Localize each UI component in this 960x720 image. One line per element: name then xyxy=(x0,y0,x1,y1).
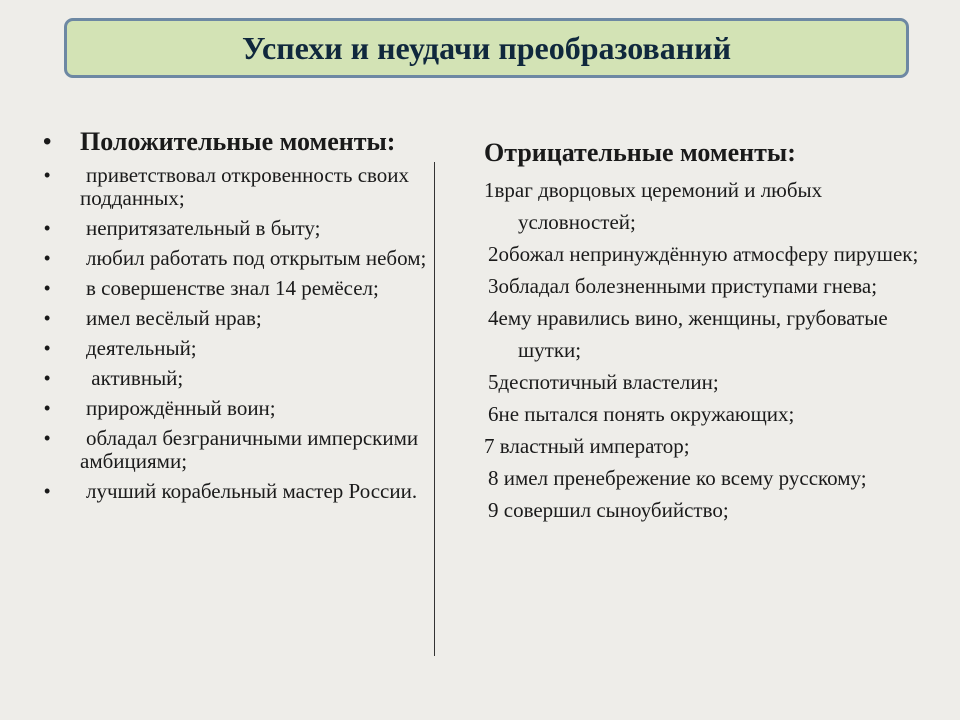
positive-column xyxy=(40,128,435,510)
bullet-icon: • xyxy=(44,368,51,388)
list-item: 2обожал непринуждённую атмосферу пирушек; xyxy=(488,242,919,266)
positive-heading-item xyxy=(40,128,435,156)
positive-item-text: имел весёлый нрав; xyxy=(86,306,262,330)
positive-item-text: обладал безграничными имперскими амбициями; xyxy=(80,426,419,473)
bullet-icon: • xyxy=(44,481,51,501)
list-item: 4ему нравились вино, женщины, грубоватые шутки; xyxy=(488,306,888,362)
positive-item-text: деятельный; xyxy=(86,336,197,360)
bullet-icon: • xyxy=(44,398,51,418)
list-item: 1враг дворцовых церемоний и любых условностей; xyxy=(484,178,823,234)
list-item: 6не пытался понять окружающих; xyxy=(488,402,795,426)
list-item: 7 властный император; xyxy=(484,434,690,458)
title-banner xyxy=(64,18,909,78)
bullet-icon: • xyxy=(43,128,52,155)
bullet-icon: • xyxy=(44,428,51,448)
negative-list xyxy=(484,174,924,526)
positive-item-text: лучший корабельный мастер России. xyxy=(86,479,418,503)
positive-heading: Положительные моменты: xyxy=(80,127,396,156)
page-title: Успехи и неудачи преобразований xyxy=(241,29,732,66)
positive-item-text: приветствовал откровенность своих подданных; xyxy=(80,163,410,210)
positive-item-text: любил работать под открытым небом; xyxy=(86,246,427,270)
positive-item-text: в совершенстве знал 14 ремёсел; xyxy=(86,276,379,300)
column-divider xyxy=(434,162,435,656)
positive-item-text: прирождённый воин; xyxy=(86,396,276,420)
list-item xyxy=(40,307,435,330)
list-item xyxy=(40,277,435,300)
list-item: 5деспотичный властелин; xyxy=(488,370,719,394)
list-item xyxy=(40,397,435,420)
positive-item-text: непритязательный в быту; xyxy=(86,216,321,240)
bullet-icon: • xyxy=(44,308,51,328)
bullet-icon: • xyxy=(44,278,51,298)
positive-list xyxy=(40,164,435,503)
list-item xyxy=(40,427,435,473)
list-item xyxy=(40,217,435,240)
list-item xyxy=(40,337,435,360)
bullet-icon: • xyxy=(44,218,51,238)
list-item xyxy=(40,247,435,270)
bullet-icon: • xyxy=(44,338,51,358)
negative-column xyxy=(484,138,924,526)
positive-item-text: активный; xyxy=(86,366,184,390)
list-item: 9 совершил сыноубийство; xyxy=(488,498,729,522)
list-item xyxy=(40,164,435,210)
bullet-icon: • xyxy=(44,165,51,185)
list-item xyxy=(40,367,435,390)
list-item xyxy=(40,480,435,503)
bullet-icon: • xyxy=(44,248,51,268)
list-item: 8 имел пренебрежение ко всему русскому; xyxy=(488,466,867,490)
negative-heading: Отрицательные моменты: xyxy=(484,138,796,167)
list-item: 3обладал болезненными приступами гнева; xyxy=(488,274,878,298)
